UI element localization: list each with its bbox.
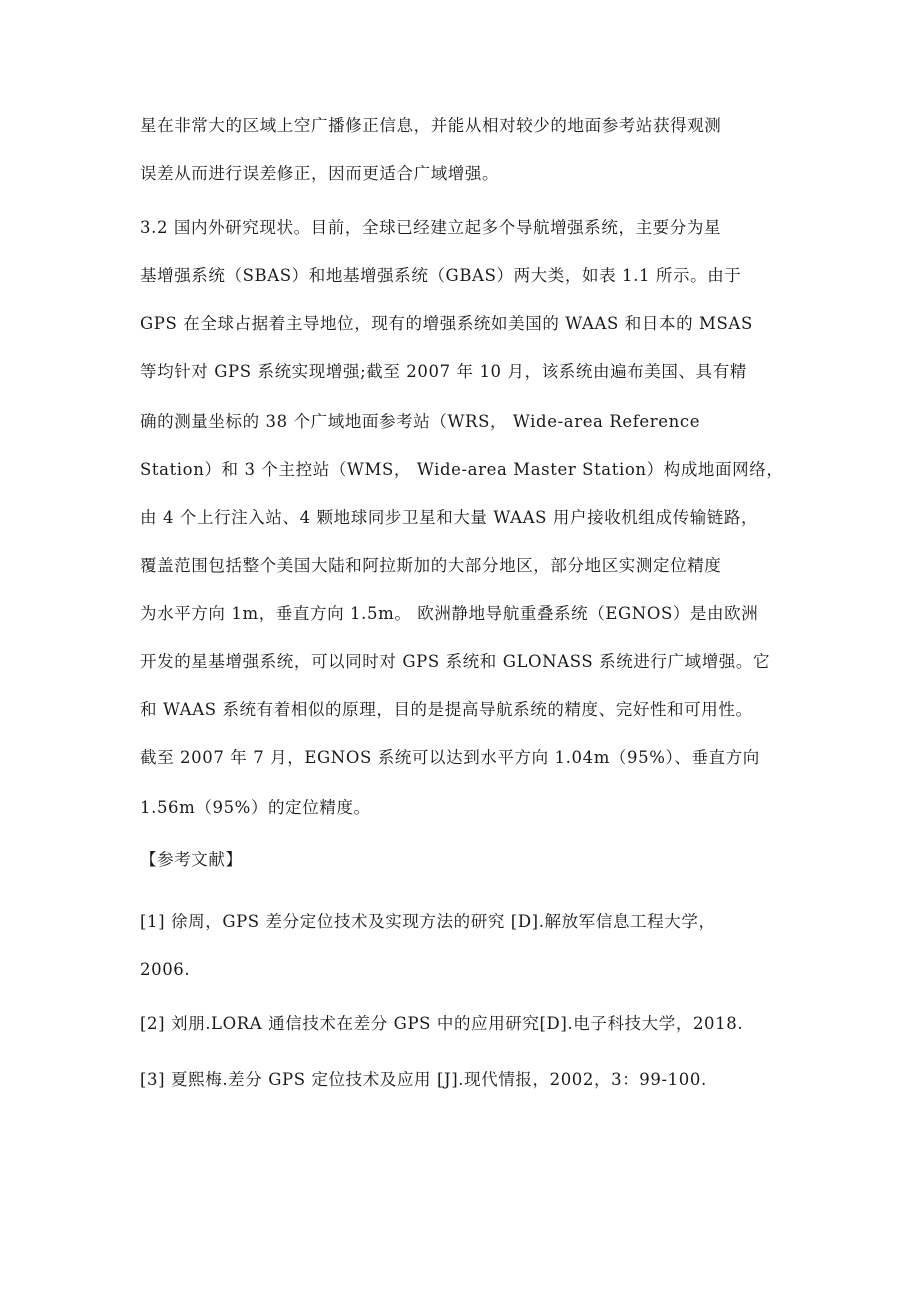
body-line-13: 和 WAAS 系统有着相似的原理，目的是提高导航系统的精度、完好性和可用性。 — [140, 700, 753, 719]
body-line-14: 截至 2007 年 7 月，EGNOS 系统可以达到水平方向 1.04m（95%）、垂直方向 — [140, 748, 760, 767]
body-line-2: 误差从而进行误差修正，因而更适合广域增强。 — [140, 164, 500, 183]
body-line-7: 确的测量坐标的 38 个广域地面参考站（WRS， Wide-area Reference — [140, 412, 701, 431]
reference-item-3: [3] 夏熙梅.差分 GPS 定位技术及应用 [J].现代情报，2002，3：99-100. — [140, 1070, 707, 1089]
references-heading: 【参考文献】 — [140, 850, 243, 869]
body-line-3: 3.2 国内外研究现状。目前，全球已经建立起多个导航增强系统，主要分为星 — [140, 218, 722, 237]
body-line-8: Station）和 3 个主控站（WMS， Wide-area Master Station）构成地面网络， — [140, 460, 784, 479]
body-line-6: 等均针对 GPS 系统实现增强;截至 2007 年 10 月，该系统由遍布美国、具有精 — [140, 362, 747, 381]
body-line-15: 1.56m（95%）的定位精度。 — [140, 798, 371, 817]
body-line-5: GPS 在全球占据着主导地位，现有的增强系统如美国的 WAAS 和日本的 MSAS — [140, 314, 753, 333]
body-line-11: 为水平方向 1m，垂直方向 1.5m。 欧洲静地导航重叠系统（EGNOS）是由欧洲 — [140, 604, 759, 623]
reference-item-1-continued: 2006. — [140, 960, 191, 979]
body-line-10: 覆盖范围包括整个美国大陆和阿拉斯加的大部分地区，部分地区实测定位精度 — [140, 556, 722, 575]
body-line-1: 星在非常大的区域上空广播修正信息，并能从相对较少的地面参考站获得观测 — [140, 116, 722, 135]
body-line-12: 开发的星基增强系统，可以同时对 GPS 系统和 GLONASS 系统进行广域增强。它 — [140, 652, 771, 671]
body-line-9: 由 4 个上行注入站、4 颗地球同步卫星和大量 WAAS 用户接收机组成传输链路， — [140, 508, 759, 527]
body-line-4: 基增强系统（SBAS）和地基增强系统（GBAS）两大类，如表 1.1 所示。由于 — [140, 266, 742, 285]
reference-item-1: [1] 徐周，GPS 差分定位技术及实现方法的研究 [D].解放军信息工程大学， — [140, 912, 716, 931]
reference-item-2: [2] 刘朋.LORA 通信技术在差分 GPS 中的应用研究[D].电子科技大学，2018. — [140, 1014, 744, 1033]
